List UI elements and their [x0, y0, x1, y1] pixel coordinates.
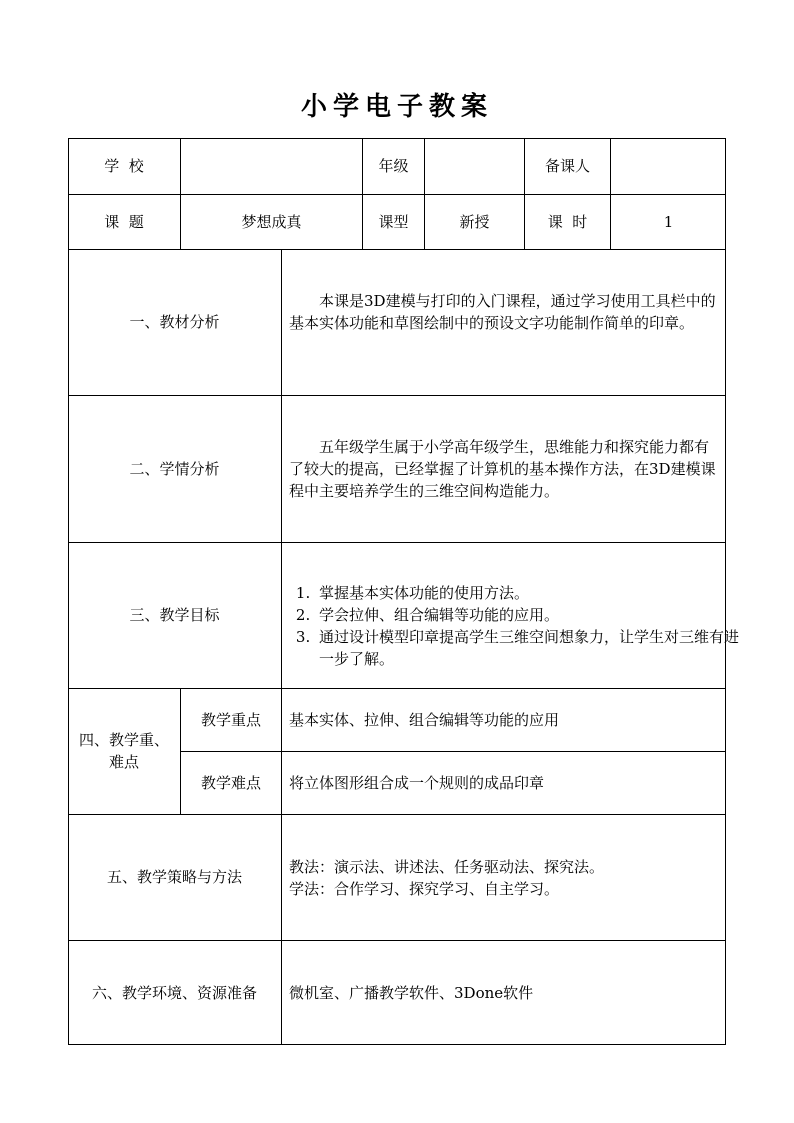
teaching-goals-list: [289, 582, 745, 670]
hours-label: 课 时: [547, 212, 588, 231]
teaching-methods-text: 教法：演示法、讲述法、任务驱动法、探究法。: [289, 858, 605, 876]
student-analysis-label: 二、学情分析: [129, 459, 220, 478]
focus-text: 基本实体、拉伸、组合编辑等功能的应用: [289, 711, 560, 729]
difficulty-label: 教学难点: [200, 773, 261, 792]
school-value[interactable]: [181, 138, 362, 194]
material-analysis-label: 一、教材分析: [129, 313, 220, 331]
environment-text: 微机室、广播教学软件、3Done软件: [289, 984, 534, 1002]
grade-label: 年级: [378, 157, 409, 175]
preparer-value[interactable]: [611, 138, 726, 194]
type-label: 课型: [378, 212, 409, 231]
topic-label: 课 题: [104, 212, 144, 231]
environment-label: 六、教学环境、资源准备: [91, 983, 257, 1002]
column-divider: [281, 249, 282, 1045]
topic-value: 梦想成真: [241, 212, 302, 231]
student-analysis-text: 五年级学生属于小学高年级学生，思维能力和探究能力都有了较大的提高，已经掌握了计算机的基本操作方法，在3D建模课程中主要培养学生的三维空间构造能力。: [289, 438, 716, 500]
grade-value[interactable]: [425, 138, 524, 194]
difficulty-text: 将立体图形组合成一个规则的成品印章: [289, 774, 545, 792]
hours-value: 1: [663, 212, 674, 231]
school-label: 学 校: [104, 157, 144, 175]
list-item: 1. 掌握基本实体功能的使用方法。: [315, 582, 745, 604]
teaching-goals-label: 三、教学目标: [129, 606, 220, 624]
learning-methods-text: 学法：合作学习、探究学习、自主学习。: [289, 880, 560, 898]
list-item: 2. 学会拉伸、组合编辑等功能的应用。: [315, 604, 745, 626]
focus-label: 教学重点: [200, 710, 261, 729]
page-title: 小学电子教案: [300, 92, 493, 122]
list-item: 3. 通过设计模型印章提高学生三维空间想象力，让学生对三维有进一步了解。: [315, 626, 745, 670]
strategy-label: 五、教学策略与方法: [106, 868, 242, 886]
key-difficult-points-label: 四、教学重、难点: [78, 731, 169, 771]
preparer-label: 备课人: [544, 157, 590, 175]
type-value: 新授: [459, 212, 490, 231]
material-analysis-text: 本课是3D建模与打印的入门课程，通过学习使用工具栏中的基本实体功能和草图绘制中的预设文字功能制作简单的印章。: [289, 292, 716, 332]
